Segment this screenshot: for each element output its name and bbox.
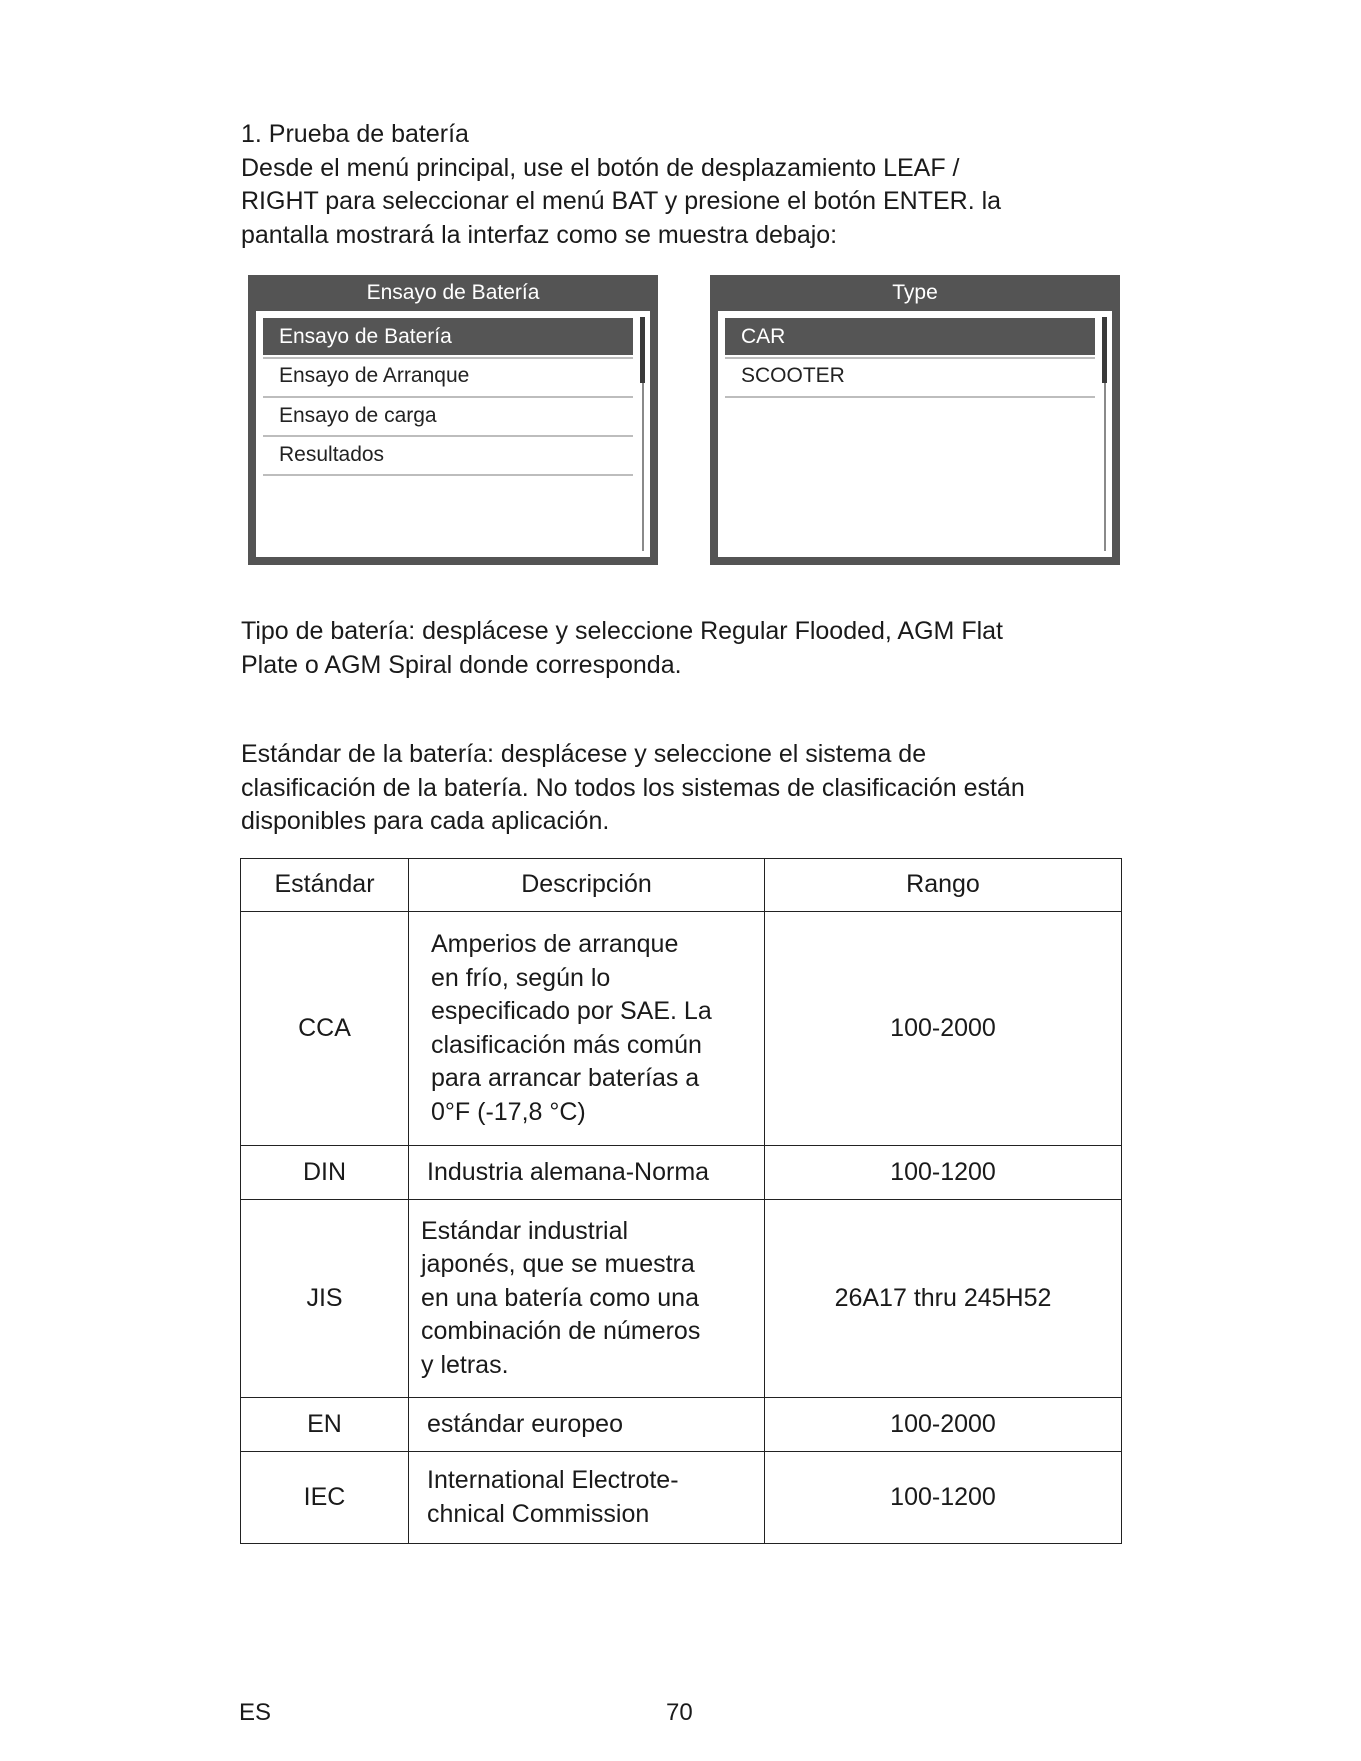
standard-cell: IEC bbox=[241, 1452, 409, 1544]
intro-paragraph bbox=[241, 118, 1121, 252]
range-cell: 26A17 thru 245H52 bbox=[765, 1200, 1122, 1398]
range-cell: 100-1200 bbox=[765, 1146, 1122, 1200]
text-line: Estándar de la batería: desplácese y seleccione el sistema de bbox=[241, 740, 927, 768]
standard-cell: CCA bbox=[241, 912, 409, 1146]
menu-item-car[interactable]: CAR bbox=[725, 318, 1095, 355]
description-line: chnical Commission bbox=[427, 1499, 650, 1528]
description-line: para arrancar baterías a bbox=[431, 1064, 700, 1092]
description-line: 0°F (-17,8 °C) bbox=[431, 1097, 586, 1126]
menu-separator bbox=[725, 396, 1095, 398]
section-heading: 1. Prueba de batería bbox=[241, 120, 469, 148]
range-cell: 100-2000 bbox=[765, 1398, 1122, 1452]
menu-item-scooter[interactable]: SCOOTER bbox=[741, 364, 845, 387]
standard-cell: DIN bbox=[241, 1146, 409, 1200]
description-cell bbox=[409, 1200, 765, 1398]
text-line: Tipo de batería: desplácese y seleccione Regular Flooded, AGM Flat bbox=[241, 617, 1003, 645]
menu-item-cranking-test[interactable]: Ensayo de Arranque bbox=[279, 364, 470, 387]
intro-line: Desde el menú principal, use el botón de desplazamiento LEAF / bbox=[241, 153, 960, 182]
text-line: clasificación de la batería. No todos los sistemas de clasificación están bbox=[241, 773, 1025, 802]
description-line: Industria alemana-Norma bbox=[427, 1157, 710, 1186]
standards-table bbox=[240, 858, 1122, 1544]
page-number: 70 bbox=[666, 1699, 693, 1726]
description-line: Estándar industrial bbox=[421, 1216, 629, 1245]
column-header-range: Rango bbox=[765, 859, 1122, 912]
text-line: disponibles para cada aplicación. bbox=[241, 807, 610, 835]
text-line: Plate o AGM Spiral donde corresponda. bbox=[241, 650, 682, 679]
screen-title: Ensayo de Batería bbox=[366, 281, 540, 304]
table-header-row bbox=[241, 859, 1122, 912]
description-line: japonés, que se muestra bbox=[421, 1250, 695, 1279]
description-line: en frío, según lo bbox=[431, 963, 611, 992]
range-cell: 100-2000 bbox=[765, 912, 1122, 1146]
table-row bbox=[241, 1452, 1122, 1544]
footer-language: ES bbox=[239, 1699, 272, 1726]
description-line: estándar europeo bbox=[427, 1409, 623, 1438]
intro-line: pantalla mostrará la interfaz como se muestra debajo: bbox=[241, 220, 838, 249]
battery-standard-paragraph bbox=[241, 738, 1121, 839]
table-row bbox=[241, 912, 1122, 1146]
table-row bbox=[241, 1398, 1122, 1452]
description-line: y letras. bbox=[421, 1350, 509, 1379]
scrollbar-thumb[interactable] bbox=[1102, 317, 1107, 383]
description-cell bbox=[409, 1452, 765, 1544]
range-cell: 100-1200 bbox=[765, 1452, 1122, 1544]
description-line: especificado por SAE. La bbox=[431, 997, 712, 1025]
standard-cell: JIS bbox=[241, 1200, 409, 1398]
menu-item-battery-test[interactable]: Ensayo de Batería bbox=[263, 318, 633, 355]
menu-separator bbox=[263, 474, 633, 476]
description-line: Amperios de arranque bbox=[431, 930, 679, 958]
menu-item-charging-test[interactable]: Ensayo de carga bbox=[279, 404, 437, 427]
standard-cell: EN bbox=[241, 1398, 409, 1452]
battery-type-paragraph bbox=[241, 615, 1121, 682]
screen-body bbox=[718, 311, 1112, 557]
description-line: en una batería como una bbox=[421, 1283, 699, 1312]
table-row bbox=[241, 1200, 1122, 1398]
intro-line: RIGHT para seleccionar el menú BAT y presione el botón ENTER. la bbox=[241, 187, 1002, 215]
description-line: clasificación más común bbox=[431, 1030, 702, 1059]
screen-title: Type bbox=[892, 281, 938, 304]
description-line: combinación de números bbox=[421, 1317, 701, 1346]
type-screen bbox=[710, 275, 1120, 565]
screen-body bbox=[256, 311, 650, 557]
description-cell bbox=[409, 912, 765, 1146]
scrollbar-thumb[interactable] bbox=[640, 317, 645, 383]
description-line: International Electrote- bbox=[427, 1466, 679, 1494]
menu-item-results[interactable]: Resultados bbox=[279, 443, 385, 466]
description-cell bbox=[409, 1146, 765, 1200]
table-row bbox=[241, 1146, 1122, 1200]
description-cell bbox=[409, 1398, 765, 1452]
column-header-standard: Estándar bbox=[241, 859, 409, 912]
battery-test-screen bbox=[248, 275, 658, 565]
column-header-description: Descripción bbox=[409, 859, 765, 912]
